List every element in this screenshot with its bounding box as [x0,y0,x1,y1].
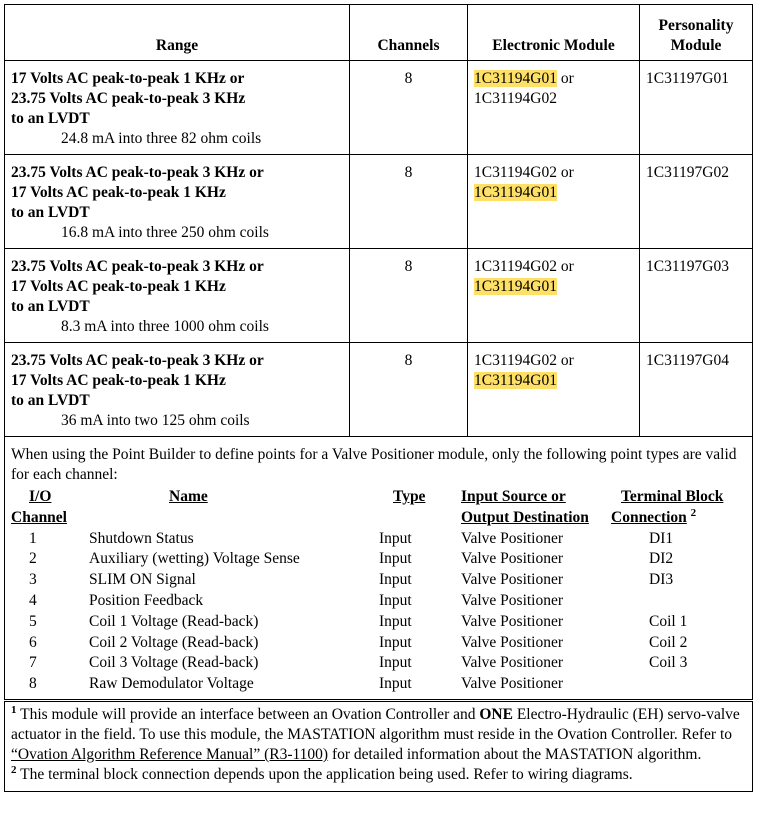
range-line: 23.75 Volts AC peak-to-peak 3 KHz or [11,352,264,369]
footnote-2 [11,765,746,785]
personality-module-cell: 1C31197G02 [640,155,753,249]
point-channel: 2 [29,550,37,568]
col-type-label: Type [393,488,426,505]
footnote-2-marker: 2 [11,763,17,776]
table-row [5,155,753,249]
footnotes-row [5,700,753,791]
col-tb-footnote-marker: 2 [690,506,697,519]
point-row [11,653,747,674]
point-channel: 5 [29,612,37,630]
point-name: Raw Demodulator Voltage [89,675,254,693]
point-channel: 3 [29,571,37,589]
point-terminal: Coil 1 [649,612,688,630]
electronic-module-cell [468,249,640,343]
table-header-row [5,5,753,61]
table-row [5,61,753,155]
col-io-line1: I/O [29,488,52,505]
personality-module-cell: 1C31197G04 [640,343,753,437]
electronic-module-part-2: 1C31194G01 [474,184,557,201]
point-channel: 7 [29,654,37,672]
footnote-1-text-b: Electro-Hydraulic (EH) servo-valve actuator in the field. To use this module, the MASTATION algorithm must reside in the Ovation Controller. Refer to [11,705,740,743]
header-range: Range [5,5,350,61]
range-cell [5,343,350,437]
electronic-module-cell [468,61,640,155]
point-row [11,549,747,570]
personality-module-cell: 1C31197G03 [640,249,753,343]
point-row [11,570,747,591]
range-line: 23.75 Volts AC peak-to-peak 3 KHz or [11,164,264,181]
point-name: Coil 1 Voltage (Read-back) [89,612,259,630]
range-detail: 24.8 mA into three 82 ohm coils [61,130,262,147]
point-type: Input [379,675,412,693]
point-row [11,633,747,654]
col-src-line1: Input Source or [461,488,566,505]
point-terminal: DI2 [649,550,674,568]
range-line: 17 Volts AC peak-to-peak 1 KHz or [11,70,245,87]
channels-cell: 8 [350,61,468,155]
range-detail: 8.3 mA into three 1000 ohm coils [61,318,269,335]
point-channel: 6 [29,633,37,651]
header-personality-module [640,5,753,61]
range-detail: 16.8 mA into three 250 ohm coils [61,224,269,241]
point-name: Shutdown Status [89,529,194,547]
point-name: Coil 3 Voltage (Read-back) [89,654,259,672]
range-line: 17 Volts AC peak-to-peak 1 KHz [11,278,226,295]
header-channels: Channels [350,5,468,61]
document-page [4,4,752,792]
range-line: to an LVDT [11,204,90,221]
range-rows [5,61,753,437]
channels-cell: 8 [350,249,468,343]
electronic-module-part-1: 1C31194G02 [474,258,557,275]
range-line: to an LVDT [11,110,90,127]
electronic-module-cell [468,155,640,249]
point-type: Input [379,654,412,672]
col-name [89,487,379,529]
point-type: Input [379,550,412,568]
header-personality-line1: Personality [658,17,734,34]
electronic-module-part-1: 1C31194G02 [474,352,557,369]
point-source: Valve Positioner [461,571,564,589]
point-row [11,529,747,550]
electronic-module-part-2: 1C31194G02 [474,90,557,107]
ovation-manual-link[interactable]: “Ovation Algorithm Reference Manual” (R3-1100) [11,745,329,763]
col-src-line2: Output Destination [461,508,589,526]
point-types-header [11,487,747,529]
range-line: to an LVDT [11,298,90,315]
footnotes-cell [5,700,753,791]
col-type [379,487,461,529]
header-personality-line2: Module [670,37,722,54]
point-source: Valve Positioner [461,591,564,609]
electronic-module-part-2: 1C31194G01 [474,278,557,295]
point-type: Input [379,612,412,630]
personality-module-cell: 1C31197G01 [640,61,753,155]
col-tb-line2: Connection [611,508,687,526]
channels-cell: 8 [350,155,468,249]
table-row [5,343,753,437]
range-line: to an LVDT [11,392,90,409]
point-type: Input [379,591,412,609]
point-row [11,674,747,695]
point-name: SLIM ON Signal [89,571,196,589]
point-types-table [11,487,747,695]
col-io-line2: Channel [11,508,67,526]
footnote-1-text-a: This module will provide an interface between an Ovation Controller and [16,705,480,723]
point-terminal: Coil 3 [649,654,688,672]
range-line: 17 Volts AC peak-to-peak 1 KHz [11,184,226,201]
point-type: Input [379,571,412,589]
col-io-channel [11,487,89,529]
col-terminal-block [611,487,747,529]
header-electronic-module: Electronic Module [468,5,640,61]
electronic-module-or: or [556,70,574,87]
range-cell [5,249,350,343]
electronic-module-part-1: 1C31194G02 [474,164,557,181]
point-source: Valve Positioner [461,612,564,630]
points-intro: When using the Point Builder to define points for a Valve Positioner module, only the following point types are valid for each channel: [11,446,737,483]
electronic-module-or: or [556,258,574,275]
point-row [11,591,747,612]
electronic-module-or: or [556,352,574,369]
point-source: Valve Positioner [461,654,564,672]
electronic-module-part-2: 1C31194G01 [474,372,557,389]
point-channel: 8 [29,675,37,693]
footnote-1-bold: ONE [479,705,513,723]
footnote-1 [11,705,746,765]
electronic-module-cell [468,343,640,437]
range-detail: 36 mA into two 125 ohm coils [61,412,250,429]
footnote-1-marker: 1 [11,703,17,716]
table-row [5,249,753,343]
points-row [5,437,753,701]
electronic-module-or: or [556,164,574,181]
electronic-module-part-1: 1C31194G01 [474,70,557,87]
point-source: Valve Positioner [461,633,564,651]
point-rows [11,529,747,695]
col-tb-line1: Terminal Block [621,488,724,505]
point-name: Coil 2 Voltage (Read-back) [89,633,259,651]
col-source [461,487,611,529]
range-line: 23.75 Volts AC peak-to-peak 3 KHz or [11,258,264,275]
point-row [11,612,747,633]
point-source: Valve Positioner [461,529,564,547]
point-name: Position Feedback [89,591,204,609]
point-channel: 4 [29,591,37,609]
point-channel: 1 [29,529,37,547]
range-cell [5,155,350,249]
col-name-label: Name [169,488,208,505]
range-line: 17 Volts AC peak-to-peak 1 KHz [11,372,226,389]
range-line: 23.75 Volts AC peak-to-peak 3 KHz [11,90,246,107]
point-name: Auxiliary (wetting) Voltage Sense [89,550,300,568]
point-type: Input [379,633,412,651]
channels-cell: 8 [350,343,468,437]
module-range-table [4,4,753,792]
point-terminal [611,674,747,695]
points-cell [5,437,753,701]
footnote-1-text-c: for detailed information about the MASTATION algorithm. [328,745,702,763]
point-source: Valve Positioner [461,675,564,693]
point-terminal: DI1 [649,529,674,547]
point-type: Input [379,529,412,547]
point-terminal: Coil 2 [649,633,688,651]
point-source: Valve Positioner [461,550,564,568]
range-cell [5,61,350,155]
point-terminal [611,591,747,612]
footnote-2-text: The terminal block connection depends upon the application being used. Refer to wiring diagrams. [16,765,633,783]
point-terminal: DI3 [649,571,674,589]
footnotes [11,705,746,785]
